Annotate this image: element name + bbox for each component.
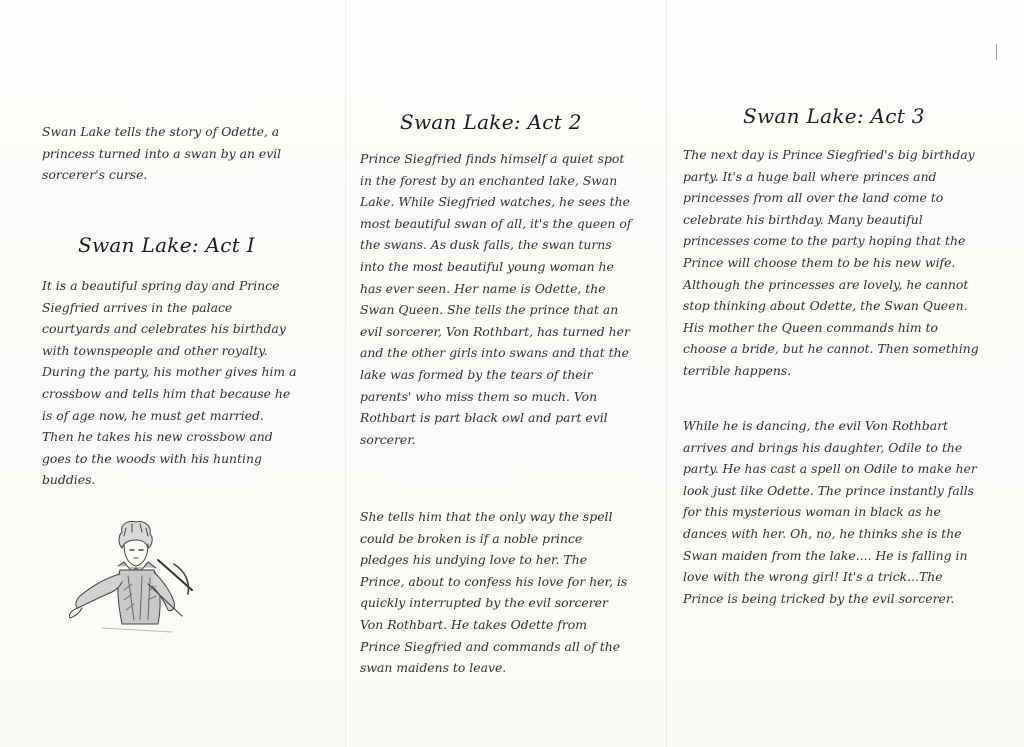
intro-text: Swan Lake tells the story of Odette, a princess turned into a swan by an evil sorcerer's curse. <box>42 124 282 183</box>
act2-paragraph-1: Prince Siegfried finds himself a quiet spot in the forest by an enchanted lake, Swan Lake. While Siegfried watches, he sees the most beautiful swan of all, it's the queen of the swans. As dusk falls, the swan turns into the most beautiful young woman he has ever seen. Her name is Odette, the Swan Queen. She tells the prince that an evil sorcerer, Von Rothbart, has turned her and the other girls into swans and that the lake was formed by the tears of their parents' who miss them so much. Von Rothbart is part black owl and part evil sorcerer. <box>360 151 632 447</box>
act1-paragraph: It is a beautiful spring day and Prince Siegfried arrives in the palace courtyards and celebrates his birthday with townspeople and other royalty. During the party, his mother gives him a crossbow and tells him that because he is of age now, he must get married. Then he takes his new crossbow and goes to the woods with his hunting buddies. <box>42 278 297 488</box>
prince-sketch-icon <box>62 520 204 638</box>
act3-heading: Swan Lake: Act 3 <box>743 104 925 128</box>
fold-line-right <box>666 0 667 747</box>
edge-mark <box>996 44 997 60</box>
act3-paragraph-1: The next day is Prince Siegfried's big birthday party. It's a huge ball where princes and princesses from all over the land come to celebrate his birthday. Many beautiful princesses come to the party hoping that the Prince will choose them to be his new wife. Although the princesses are lovely, he cannot stop thinking about Odette, the Swan Queen. His mother the Queen commands him to choose a bride, but he cannot. Then something terrible happens. <box>683 147 979 378</box>
act2-paragraph-2: She tells him that the only way the spell could be broken is if a noble prince pledges his undying love to her. The Prince, about to confess his love for her, is quickly interrupted by the evil sorcerer Von Rothbart. He takes Odette from Prince Siegfried and commands all of the swan maidens to leave. <box>360 509 628 676</box>
act2-heading: Swan Lake: Act 2 <box>400 110 582 134</box>
act3-paragraph-2: While he is dancing, the evil Von Rothbart arrives and brings his daughter, Odile to the party. He has cast a spell on Odile to make her look just like Odette. The prince instantly falls for this mysterious woman in black as he dances with her. Oh, no, he thinks she is the Swan maiden from the lake.... He is falling in love with the wrong girl! It's a trick...The Prince is being tricked by the evil sorcerer. <box>683 418 977 606</box>
act1-heading: Swan Lake: Act I <box>78 233 255 257</box>
fold-line-left <box>345 0 346 747</box>
